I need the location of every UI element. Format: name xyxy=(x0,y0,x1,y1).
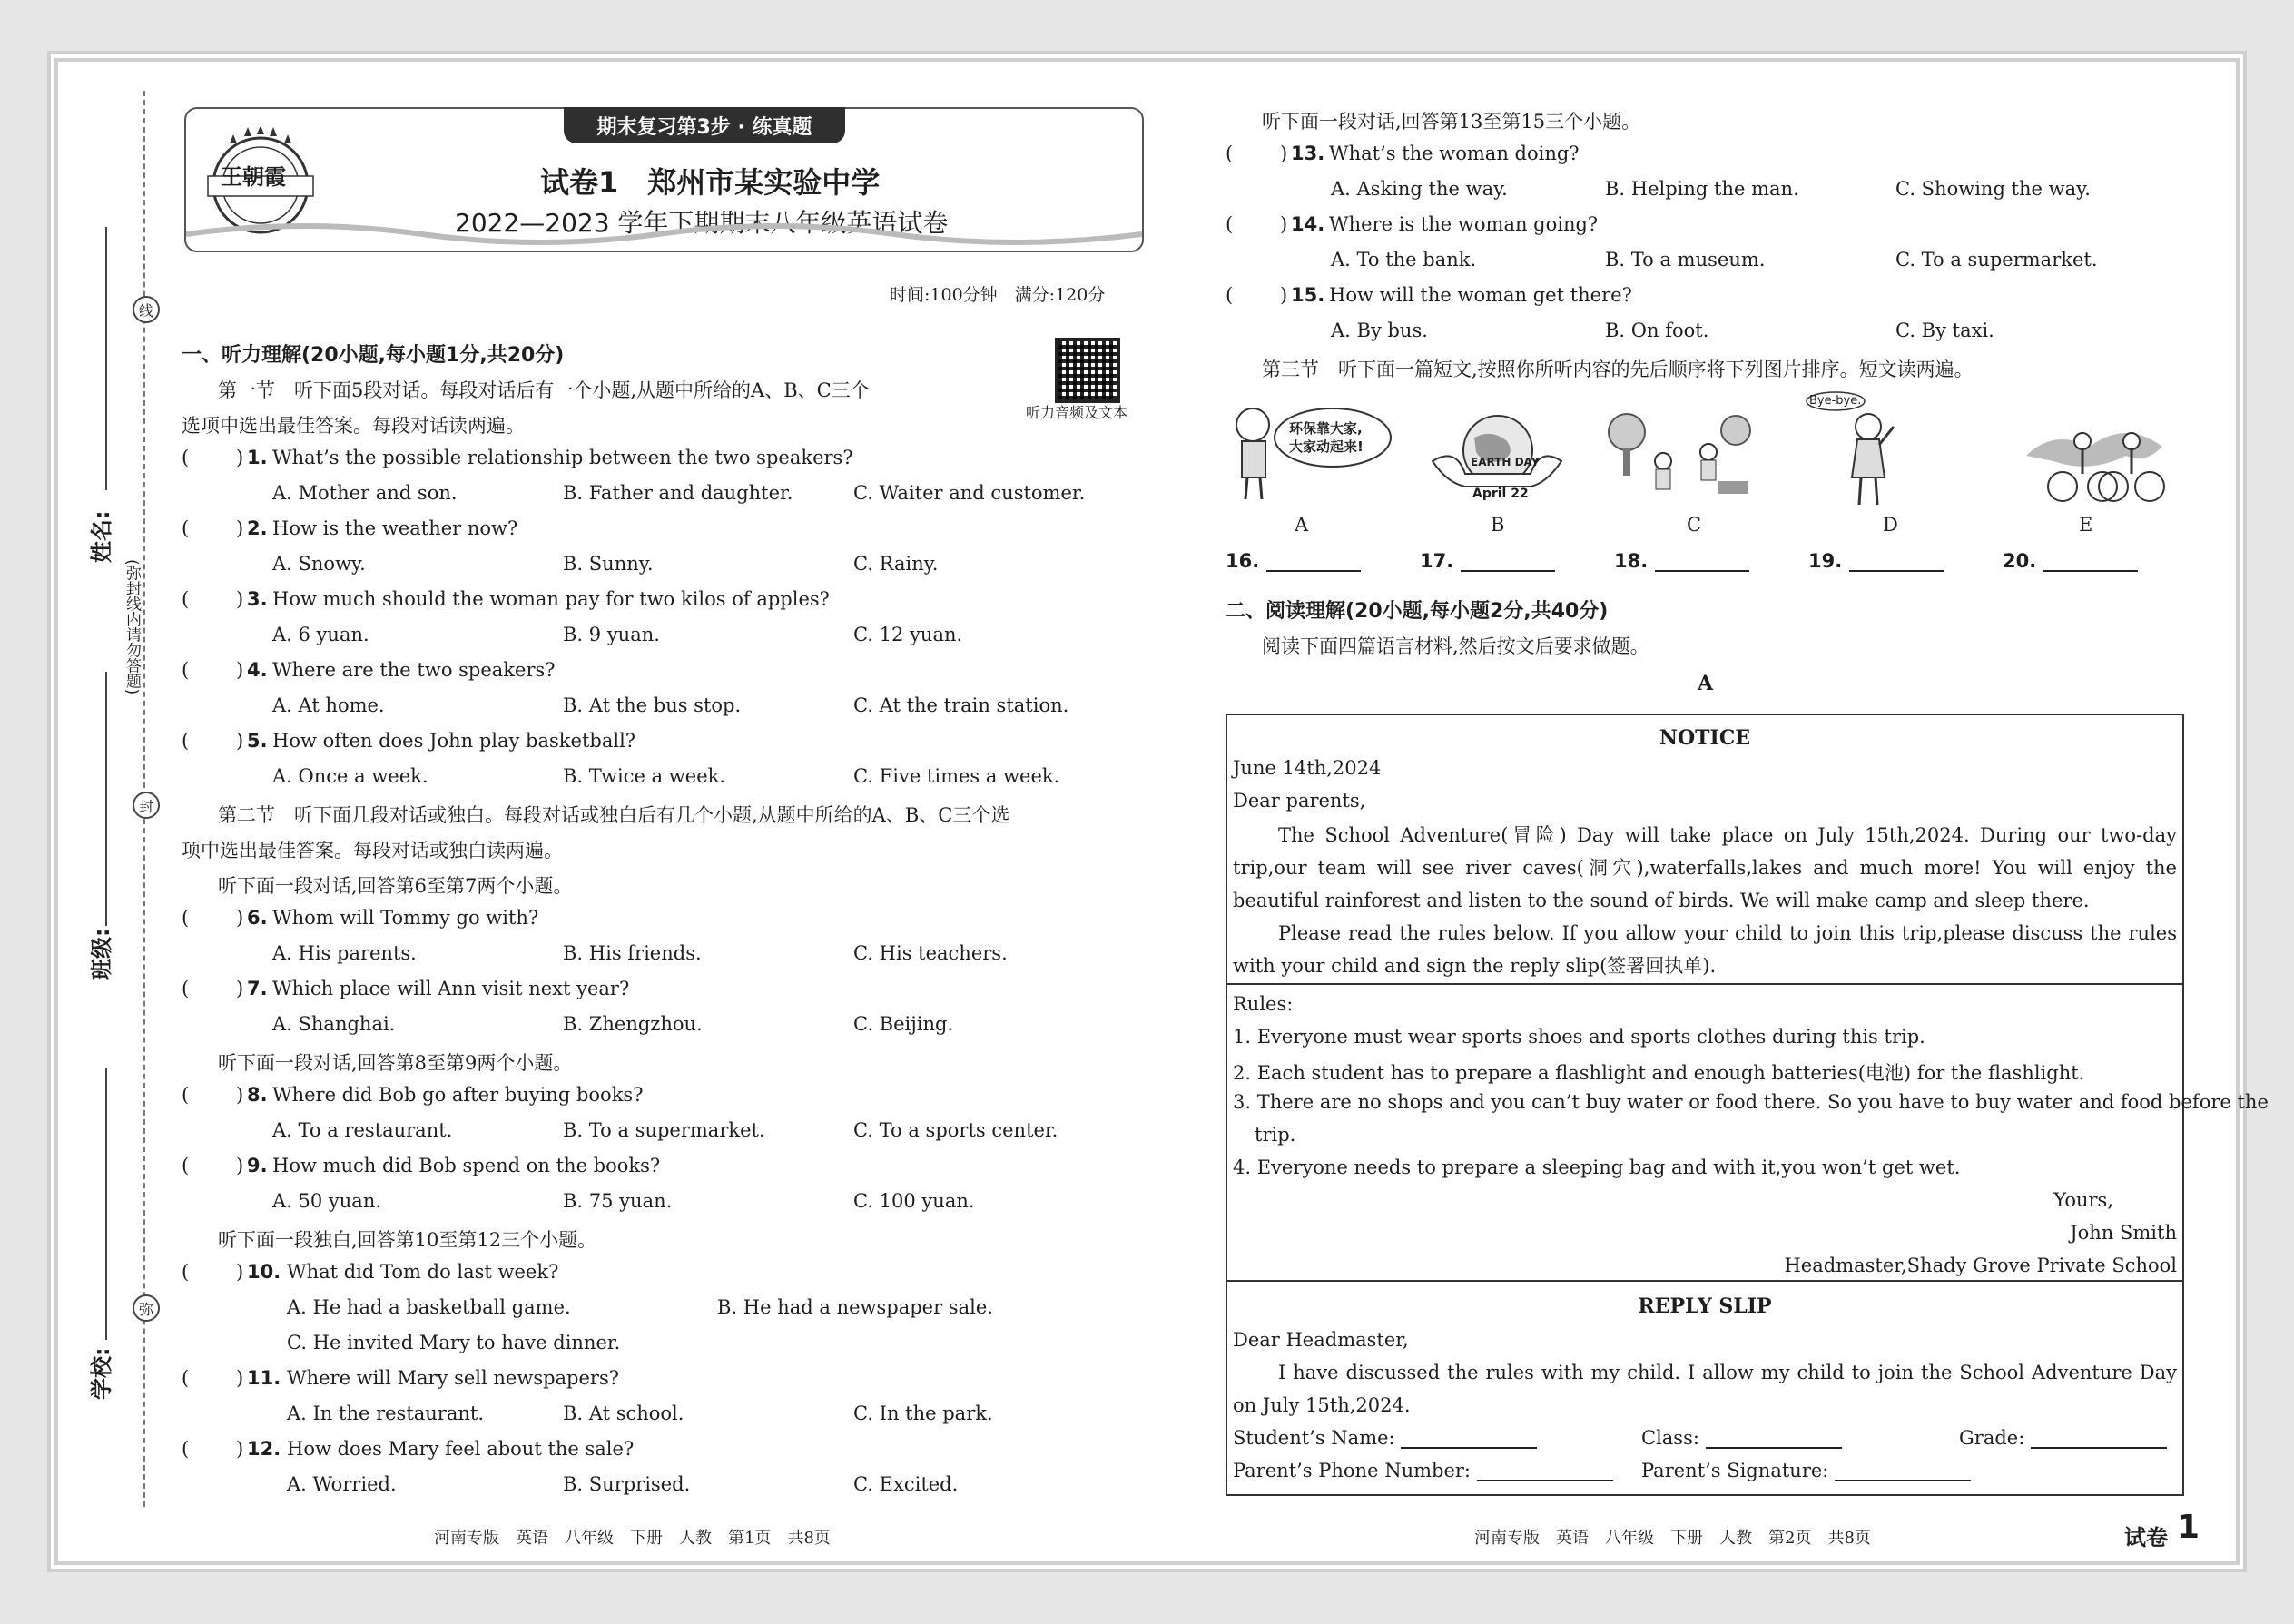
student-name-field: Student’s Name: xyxy=(1233,1427,1537,1449)
header-wave-decoration xyxy=(186,218,1142,251)
exam-meta: 时间:100分钟 满分:120分 xyxy=(890,285,1106,305)
question-text: Where is the woman going? xyxy=(1329,213,1599,235)
question-text: How much should the woman pay for two kilos of apples? xyxy=(272,588,830,610)
option-c: C. At the train station. xyxy=(853,694,1069,716)
option-a: A. Worried. xyxy=(287,1473,397,1495)
question-number: 13. xyxy=(1291,143,1325,164)
grade-field: Grade: xyxy=(1959,1427,2167,1449)
part2-intro-line1: 第二节 听下面几段对话或独白。每段对话或独白后有几个小题,从题中所给的A、B、C三个选 xyxy=(218,804,1010,826)
option-a: A. Snowy. xyxy=(272,553,366,575)
question-number: 4. xyxy=(247,659,268,681)
option-b: B. Surprised. xyxy=(563,1473,691,1495)
grade-blank[interactable] xyxy=(2031,1447,2167,1449)
part2-intro-line2: 项中选出最佳答案。每段对话或独白读两遍。 xyxy=(182,840,563,861)
answer-20-blank[interactable] xyxy=(2043,570,2138,572)
rule-3: 3. There are no shops and you can’t buy water or food there. So you have to buy water and food before the xyxy=(1233,1091,2269,1113)
publisher-logo-text: 王朝霞 xyxy=(221,163,286,190)
option-c: C. 12 yuan. xyxy=(853,624,963,645)
parent-phone-blank[interactable] xyxy=(1477,1480,1613,1481)
qr-label: 听力音频及文本 xyxy=(1026,404,1128,421)
sub-intro-13-15: 听下面一段对话,回答第13至第15三个小题。 xyxy=(1262,111,1641,133)
answer-16: 16. xyxy=(1226,550,1361,572)
question-number: 5. xyxy=(247,730,268,752)
option-c: C. He invited Mary to have dinner. xyxy=(287,1332,621,1353)
option-a: A. At home. xyxy=(272,694,385,716)
question-number: 12. xyxy=(247,1438,281,1460)
option-c: C. 100 yuan. xyxy=(853,1190,975,1212)
paper-tag: 试卷 xyxy=(2124,1525,2168,1550)
answer-16-blank[interactable] xyxy=(1266,570,1361,572)
picture-c-kids-planting xyxy=(1600,407,1754,507)
picture-b-badge: EARTH DAY xyxy=(1471,456,1540,468)
option-c: C. To a sports center. xyxy=(853,1119,1058,1141)
notice-title: NOTICE xyxy=(1659,726,1751,750)
binding-mark-xian: 线 xyxy=(133,296,160,323)
passage-letter: A xyxy=(1698,672,1714,695)
notice-paragraph-2: Please read the rules below. If you allow your child to join this trip,please discuss the rules with your child and sign the reply slip(签署回执单). xyxy=(1233,922,2177,977)
answer-18: 18. xyxy=(1614,550,1749,572)
option-c: C. Five times a week. xyxy=(853,765,1060,787)
rule-2: 2. Each student has to prepare a flashlight and enough batteries(电池) for the flashlight. xyxy=(1233,1062,2085,1084)
sub-intro-10-12: 听下面一段独白,回答第10至第12三个小题。 xyxy=(218,1229,597,1251)
option-c: C. Excited. xyxy=(853,1473,959,1495)
school-label: 学校: xyxy=(89,1347,114,1400)
picture-letter-a: A xyxy=(1295,514,1309,536)
question-text: How much did Bob spend on the books? xyxy=(272,1155,661,1176)
notice-paragraph-1: The School Adventure(冒险) Day will take place on July 15th,2024. During our two-day trip,our team will see river caves(洞穴),waterfalls,lakes and much more! You will enjoy the beautiful rainforest and listen to the sound of birds. We will make camp and sleep there. xyxy=(1233,824,2177,911)
question-text: Which place will Ann visit next year? xyxy=(272,978,630,999)
option-a: A. 6 yuan. xyxy=(272,624,369,645)
class-field: Class: xyxy=(1641,1427,1842,1449)
picture-d-bubble: Bye-bye. xyxy=(1809,394,1862,408)
binding-mark-feng: 封 xyxy=(133,792,160,819)
option-b: B. 75 yuan. xyxy=(563,1190,673,1212)
binding-mark-mi: 弥 xyxy=(133,1294,160,1322)
qr-code[interactable] xyxy=(1055,338,1120,403)
question-text: How often does John play basketball? xyxy=(272,730,636,752)
option-c: C. By taxi. xyxy=(1895,320,1994,341)
picture-d-girl-waving xyxy=(1803,390,1912,510)
section2-intro: 阅读下面四篇语言材料,然后按文后要求做题。 xyxy=(1262,635,1649,657)
picture-b-date: April 22 xyxy=(1472,487,1529,501)
name-line xyxy=(105,227,107,490)
part1-intro-line2: 选项中选出最佳答案。每段对话读两遍。 xyxy=(182,415,525,437)
answer-19: 19. xyxy=(1808,550,1944,572)
rule-1: 1. Everyone must wear sports shoes and sports clothes during this trip. xyxy=(1233,1026,1925,1048)
rules-label: Rules: xyxy=(1233,993,1294,1015)
answer-20: 20. xyxy=(2003,550,2138,572)
binding-note: (弥封线内请勿答题) xyxy=(123,559,141,695)
option-b: B. Zhengzhou. xyxy=(563,1013,703,1035)
parent-signature-blank[interactable] xyxy=(1835,1480,1971,1481)
picture-letter-b: B xyxy=(1491,514,1505,536)
picture-a-bubble: 环保靠大家, 大家动起来! xyxy=(1289,420,1364,455)
answer-17-blank[interactable] xyxy=(1461,570,1555,572)
question-text: How does Mary feel about the sale? xyxy=(287,1438,635,1460)
question-number: 1. xyxy=(247,447,268,468)
school-line xyxy=(105,1068,107,1340)
option-a: A. In the restaurant. xyxy=(287,1403,485,1424)
option-b: B. Helping the man. xyxy=(1605,178,1799,200)
option-a: A. 50 yuan. xyxy=(272,1190,382,1212)
notice-greeting: Dear parents, xyxy=(1233,790,1366,812)
question-number: 14. xyxy=(1291,213,1325,235)
question-number: 11. xyxy=(247,1367,281,1389)
question-number: 2. xyxy=(247,517,268,539)
class-line xyxy=(105,672,107,926)
option-c: C. Waiter and customer. xyxy=(853,482,1086,504)
question-text: What did Tom do last week? xyxy=(287,1261,559,1283)
exam-subtitle: 2022—2023 学年下期期末八年级英语试卷 xyxy=(455,208,949,238)
option-a: A. Asking the way. xyxy=(1331,178,1508,200)
rule-4: 4. Everyone needs to prepare a sleeping bag and with it,you won’t get wet. xyxy=(1233,1156,1961,1178)
question-text: Where did Bob go after buying books? xyxy=(272,1084,644,1106)
option-a: A. To a restaurant. xyxy=(272,1119,453,1141)
question-number: 8. xyxy=(247,1084,268,1106)
exam-title: 试卷1 郑州市某实验中学 xyxy=(540,165,881,200)
answer-17: 17. xyxy=(1420,550,1555,572)
option-a: A. To the bank. xyxy=(1331,249,1477,271)
question-number: 6. xyxy=(247,907,268,929)
option-c: C. Showing the way. xyxy=(1895,178,2091,200)
question-text: Whom will Tommy go with? xyxy=(272,907,539,929)
picture-e-kids-cycling xyxy=(2017,410,2171,510)
reply-greeting: Dear Headmaster, xyxy=(1233,1329,1409,1351)
picture-letter-e: E xyxy=(2079,514,2093,536)
question-text: What’s the possible relationship between the two speakers? xyxy=(272,447,853,468)
footer-right: 河南专版 英语 八年级 下册 人教 第2页 共8页 xyxy=(1474,1529,1871,1548)
question-text: Where are the two speakers? xyxy=(272,659,556,681)
question-text: How is the weather now? xyxy=(272,517,518,539)
reply-slip-title: REPLY SLIP xyxy=(1638,1294,1772,1318)
rule-3-continued: trip. xyxy=(1255,1124,1296,1146)
option-b: B. On foot. xyxy=(1605,320,1709,341)
option-a: A. His parents. xyxy=(272,942,417,964)
question-text: Where will Mary sell newspapers? xyxy=(287,1367,620,1389)
sub-intro-8-9: 听下面一段对话,回答第8至第9两个小题。 xyxy=(218,1052,573,1074)
option-a: A. He had a basketball game. xyxy=(287,1296,571,1318)
section1-heading: 一、听力理解(20小题,每小题1分,共20分) xyxy=(182,344,565,367)
option-b: B. To a supermarket. xyxy=(563,1119,765,1141)
name-label: 姓名: xyxy=(89,510,114,563)
option-a: A. Shanghai. xyxy=(272,1013,396,1035)
option-b: B. At the bus stop. xyxy=(563,694,742,716)
picture-letter-d: D xyxy=(1883,514,1898,536)
reply-body: I have discussed the rules with my child. I allow my child to join the School Adventure Day on July 15th,2024. xyxy=(1233,1362,2177,1416)
student-name-blank[interactable] xyxy=(1401,1447,1537,1449)
parent-signature-field: Parent’s Signature: xyxy=(1641,1460,1971,1481)
footer-left: 河南专版 英语 八年级 下册 人教 第1页 共8页 xyxy=(434,1529,831,1548)
question-number: 3. xyxy=(247,588,268,610)
answer-18-blank[interactable] xyxy=(1655,570,1749,572)
notice-date: June 14th,2024 xyxy=(1233,757,1382,779)
answer-19-blank[interactable] xyxy=(1849,570,1944,572)
option-b: B. To a museum. xyxy=(1605,249,1766,271)
option-b: B. Father and daughter. xyxy=(563,482,793,504)
question-text: How will the woman get there? xyxy=(1329,284,1632,306)
review-step-tag: 期末复习第3步 · 练真题 xyxy=(564,107,845,143)
option-c: C. Beijing. xyxy=(853,1013,954,1035)
sub-intro-6-7: 听下面一段对话,回答第6至第7两个小题。 xyxy=(218,875,573,897)
option-b: B. His friends. xyxy=(563,942,702,964)
option-b: B. Sunny. xyxy=(563,553,654,575)
picture-letter-c: C xyxy=(1687,514,1702,536)
class-blank[interactable] xyxy=(1706,1447,1842,1449)
option-b: B. 9 yuan. xyxy=(563,624,660,645)
part3-intro: 第三节 听下面一篇短文,按照你所听内容的先后顺序将下列图片排序。短文读两遍。 xyxy=(1262,359,1974,380)
notice-signer-title: Headmaster,Shady Grove Private School xyxy=(1784,1255,2177,1276)
notice-box xyxy=(1226,714,2269,1496)
option-c: C. Rainy. xyxy=(853,553,939,575)
option-a: A. Mother and son. xyxy=(272,482,458,504)
option-a: A. Once a week. xyxy=(272,765,428,787)
class-label: 班级: xyxy=(89,928,114,980)
question-text: What’s the woman doing? xyxy=(1329,143,1580,164)
section2-heading: 二、阅读理解(20小题,每小题2分,共40分) xyxy=(1226,600,1609,623)
question-number: 9. xyxy=(247,1155,268,1176)
question-number: 15. xyxy=(1291,284,1325,306)
parent-phone-field: Parent’s Phone Number: xyxy=(1233,1460,1613,1481)
notice-closing: Yours, xyxy=(2053,1189,2113,1211)
option-b: B. He had a newspaper sale. xyxy=(717,1296,993,1318)
option-c: C. In the park. xyxy=(853,1403,993,1424)
question-number: 10. xyxy=(247,1261,281,1283)
notice-signer: John Smith xyxy=(2070,1222,2177,1244)
option-b: B. Twice a week. xyxy=(563,765,726,787)
option-c: C. His teachers. xyxy=(853,942,1008,964)
option-a: A. By bus. xyxy=(1331,320,1428,341)
option-c: C. To a supermarket. xyxy=(1895,249,2098,271)
question-number: 7. xyxy=(247,978,268,999)
paper-tag-number: 1 xyxy=(2177,1509,2200,1546)
exam-header xyxy=(184,107,1144,252)
part1-intro-line1: 第一节 听下面5段对话。每段对话后有一个小题,从题中所给的A、B、C三个 xyxy=(218,379,870,401)
option-b: B. At school. xyxy=(563,1403,684,1424)
